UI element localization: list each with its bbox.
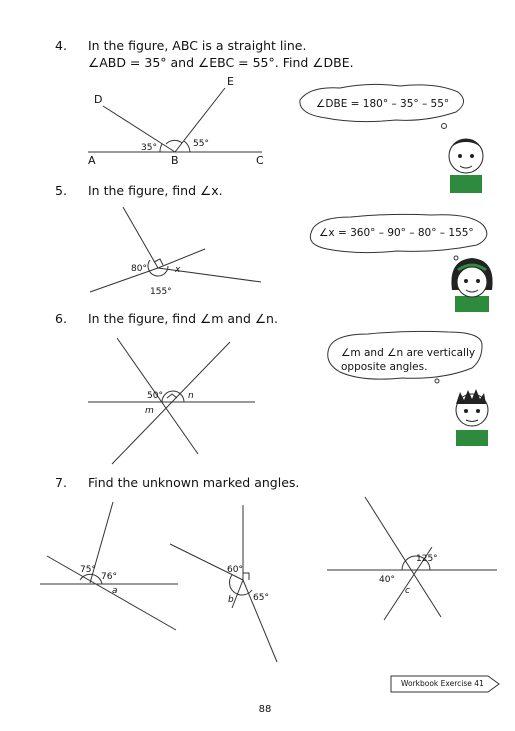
question-5-text: In the figure, find ∠x. [88, 183, 223, 198]
bubble-1-text: ∠DBE = 180° – 35° – 55° [316, 98, 450, 110]
fig5-ray-upright [158, 249, 205, 268]
fig4-label-c: C [256, 154, 264, 167]
fig7b-angle-60: 60° [227, 565, 243, 575]
fig6-angle-50: 50° [147, 391, 163, 401]
workbook-exercise-tag: Workbook Exercise 41 [401, 679, 484, 688]
question-4-line1: In the figure, ABC is a straight line. [88, 38, 307, 53]
fig5-ray-left [90, 268, 158, 292]
fig4-angle-35: 35° [141, 143, 157, 153]
bubble-2-dot [454, 256, 458, 260]
fig4-angle-55: 55° [193, 139, 209, 149]
boy-illustration-2 [456, 389, 488, 446]
bubble-3-text-line2: opposite angles. [341, 361, 428, 373]
fig7b-angle-b: b [228, 595, 234, 605]
fig7a-angle-76: 76° [101, 572, 117, 582]
fig4-ray-bd [103, 106, 175, 152]
fig5-ray-up [123, 207, 158, 268]
fig5-angle-155: 155° [150, 287, 172, 297]
question-number-5: 5. [55, 183, 67, 198]
fig6-angle-m: m [145, 406, 154, 416]
fig4-angle-arc-35 [160, 144, 162, 152]
fig7c-angle-c: c [405, 586, 410, 596]
fig7b-angle-65: 65° [253, 593, 269, 603]
fig7c-angle-40: 40° [379, 575, 395, 585]
fig7b-right-angle [243, 573, 249, 580]
question-number-4: 4. [55, 38, 67, 53]
girl-illustration [451, 258, 492, 312]
fig4-label-a: A [88, 154, 96, 167]
question-6-text: In the figure, find ∠m and ∠n. [88, 311, 278, 326]
fig5-angle-80: 80° [131, 264, 147, 274]
fig6-angle-n: n [188, 391, 194, 401]
bubble-2-text: ∠x = 360° – 90° – 80° – 155° [319, 227, 474, 239]
bubble-3-text-line1: ∠m and ∠n are vertically [341, 347, 476, 359]
question-number-6: 6. [55, 311, 67, 326]
bubble-3-dot [435, 379, 439, 383]
fig5-ray-right [158, 268, 261, 282]
fig7a-angle-75: 75° [80, 565, 96, 575]
question-4-line2: ∠ABD = 35° and ∠EBC = 55°. Find ∠DBE. [88, 55, 354, 70]
page-number: 88 [258, 704, 272, 715]
fig4-angle-arc-55 [184, 141, 190, 152]
question-7-text: Find the unknown marked angles. [88, 475, 300, 490]
fig4-label-b: B [171, 154, 179, 167]
fig6-right-angle [167, 394, 177, 398]
fig4-angle-arc-mid [166, 140, 182, 144]
question-number-7: 7. [55, 475, 67, 490]
fig7c-angle-125: 125° [416, 554, 438, 564]
fig7a-angle-a: a [112, 586, 118, 596]
boy-illustration-1 [449, 139, 483, 193]
fig6-diag2 [112, 342, 230, 464]
fig4-label-e: E [227, 75, 234, 88]
fig4-label-d: D [94, 93, 103, 106]
fig5-angle-x: x [175, 265, 181, 275]
bubble-1-dot [442, 124, 447, 129]
